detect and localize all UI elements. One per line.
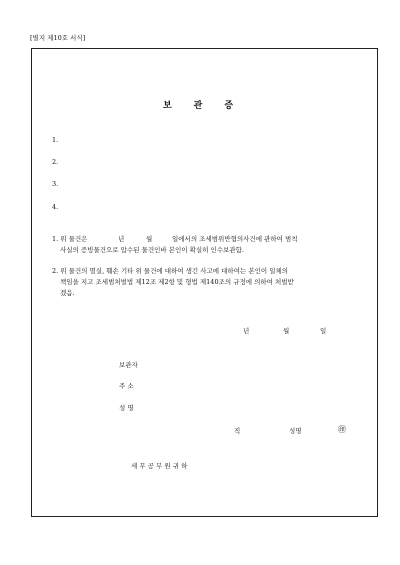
item-1-label: 1. — [52, 136, 59, 144]
para2-line1: 2. 위 물건의 멸실, 훼손 기타 위 물건에 대하여 생긴 사고에 대하여는 본인이 일체의 — [52, 267, 289, 275]
para2-line3: 겠음. — [60, 289, 75, 297]
para1-prefix: 1. 위 물건은 — [52, 235, 88, 243]
custodian-label: 보관자 — [119, 361, 138, 369]
title-char-1: 보 — [162, 101, 176, 111]
document-title — [0, 98, 400, 111]
name-label: 성 명 — [119, 404, 134, 412]
item-4-label: 4. — [52, 203, 59, 211]
date-day: 일 — [320, 327, 327, 335]
para1-line1-rest: 일에서의 조세범위반협의사건에 관하여 범칙 — [172, 235, 298, 243]
position-label: 직 — [234, 427, 241, 435]
address-label: 주 소 — [119, 382, 134, 390]
date-year: 년 — [243, 327, 250, 335]
para1-line2: 사실의 증빙물건으로 압수된 물건인바 본인이 확실히 인수보관함. — [60, 246, 244, 254]
date-month: 월 — [283, 327, 290, 335]
para1-year: 년 — [118, 235, 125, 243]
item-3-label: 3. — [52, 180, 59, 188]
title-char-2: 관 — [193, 101, 207, 111]
para2-line2: 책임을 지고 조세범처벌법 제12조 제2항 및 형법 제140조의 규정에 의하여 처벌받 — [60, 278, 294, 286]
addressee: 세 무 공 무 원 귀 하 — [131, 462, 188, 470]
seal-icon: ㊞ — [338, 425, 346, 434]
para1-month: 월 — [146, 235, 153, 243]
form-number-label: [별지 제10호 서식] — [30, 34, 86, 42]
title-char-3: 증 — [224, 101, 238, 111]
item-2-label: 2. — [52, 158, 59, 166]
signature-name-label: 성명 — [289, 427, 302, 435]
